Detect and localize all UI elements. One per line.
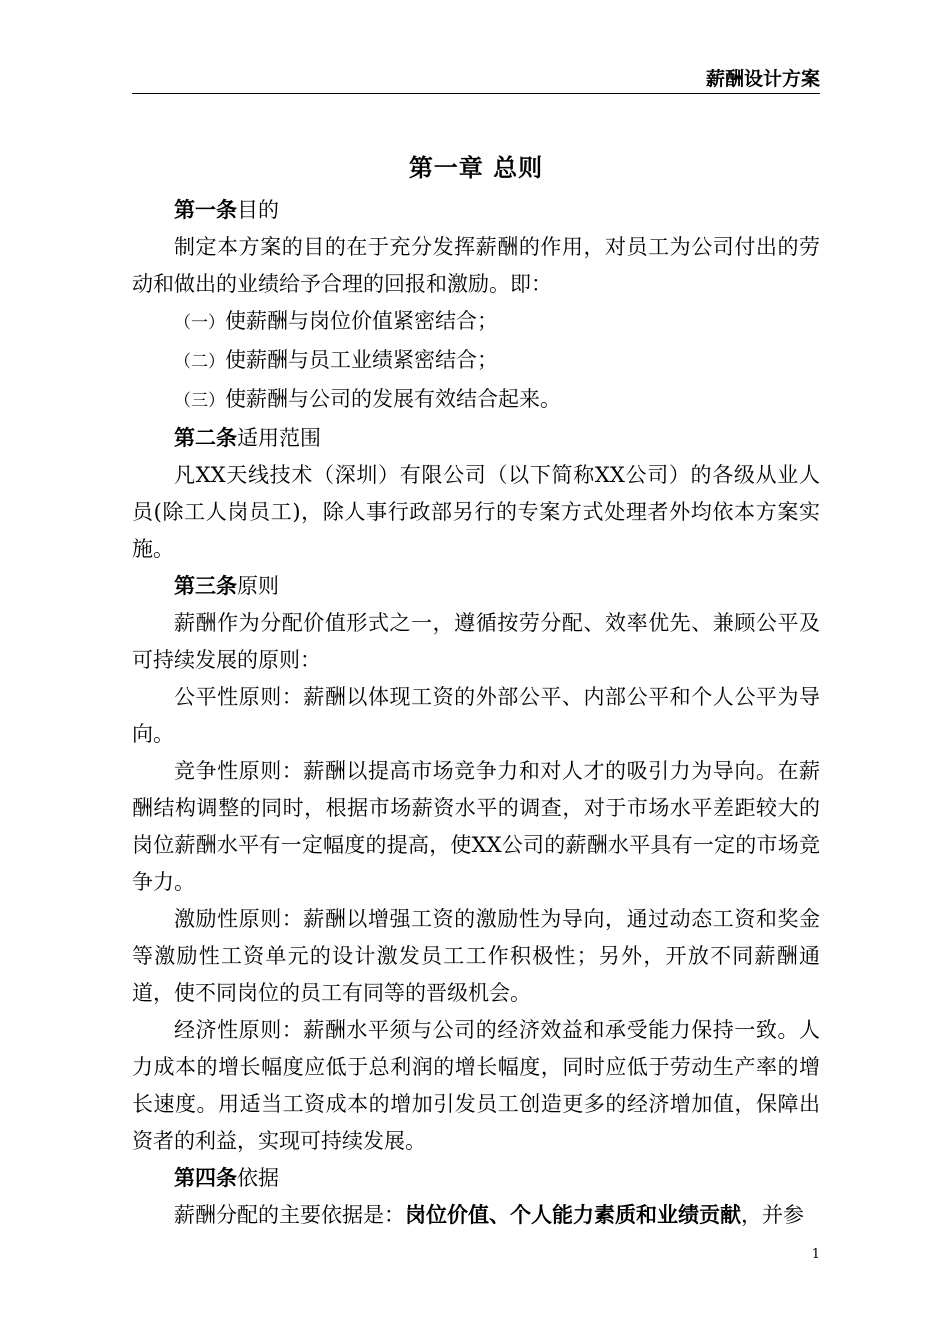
- article-label: 第三条: [174, 574, 237, 598]
- article-4-heading: [132, 1160, 820, 1197]
- incentive-principle-paragraph: 激励性原则：薪酬以增强工资的激励性为导向，通过动态工资和奖金等激励性工资单元的设计激发员工工作积极性；另外，开放不同薪酬通道，使不同岗位的员工有同等的晋级机会。: [132, 907, 820, 1005]
- article-title: 适用范围: [237, 426, 321, 450]
- page-number: 1: [811, 1247, 820, 1262]
- list-item-number: （三）: [174, 391, 225, 411]
- page-header: 薪酬设计方案: [705, 68, 820, 90]
- list-item: [132, 342, 820, 381]
- list-item-text: 使薪酬与岗位价值紧密结合；: [225, 309, 498, 333]
- competitiveness-principle-paragraph: 竞争性原则：薪酬以提高市场竞争力和对人才的吸引力为导向。在薪酬结构调整的同时，根据市场薪资水平的调查，对于市场水平差距较大的岗位薪酬水平有一定幅度的提高，使XX公司的薪酬水平具有一定的市场竞争力。: [132, 759, 820, 894]
- article-title: 目的: [237, 198, 279, 222]
- paragraph-emphasis: 岗位价值、个人能力素质和业绩贡献: [405, 1203, 741, 1227]
- article-label: 第四条: [174, 1166, 237, 1190]
- document-body: [132, 192, 820, 1234]
- article-2-paragraph: 凡XX天线技术（深圳）有限公司（以下简称XX公司）的各级从业人员(除工人岗员工)，除人事行政部另行的专案方式处理者外均依本方案实施。: [132, 463, 820, 561]
- economy-principle-paragraph: 经济性原则：薪酬水平须与公司的经济效益和承受能力保持一致。人力成本的增长幅度应低于总利润的增长幅度，同时应低于劳动生产率的增长速度。用适当工资成本的增加引发员工创造更多的经济增加值，保障出资者的利益，实现可持续发展。: [132, 1018, 820, 1153]
- article-3-paragraph: 薪酬作为分配价值形式之一，遵循按劳分配、效率优先、兼顾公平及可持续发展的原则：: [132, 611, 820, 672]
- chapter-title: 第一章 总则: [408, 154, 544, 182]
- article-4-paragraph: [132, 1197, 820, 1234]
- header-divider: [132, 93, 820, 94]
- list-item-text: 使薪酬与公司的发展有效结合起来。: [225, 387, 561, 411]
- paragraph-lead: 薪酬分配的主要依据是：: [174, 1203, 405, 1227]
- article-title: 依据: [237, 1166, 279, 1190]
- article-label: 第一条: [174, 198, 237, 222]
- fairness-principle-paragraph: 公平性原则：薪酬以体现工资的外部公平、内部公平和个人公平为导向。: [132, 685, 820, 746]
- article-label: 第二条: [174, 426, 237, 450]
- article-1-paragraph: 制定本方案的目的在于充分发挥薪酬的作用，对员工为公司付出的劳动和做出的业绩给予合理的回报和激励。即：: [132, 235, 820, 296]
- article-2-heading: [132, 420, 820, 457]
- list-item-number: （二）: [174, 352, 225, 372]
- list-item: [132, 303, 820, 342]
- article-3-heading: [132, 568, 820, 605]
- paragraph-tail: ，并参: [741, 1203, 804, 1227]
- article-title: 原则: [237, 574, 279, 598]
- list-item-number: （一）: [174, 313, 225, 333]
- list-item-text: 使薪酬与员工业绩紧密结合；: [225, 348, 498, 372]
- article-1-heading: [132, 192, 820, 229]
- list-item: [132, 381, 820, 420]
